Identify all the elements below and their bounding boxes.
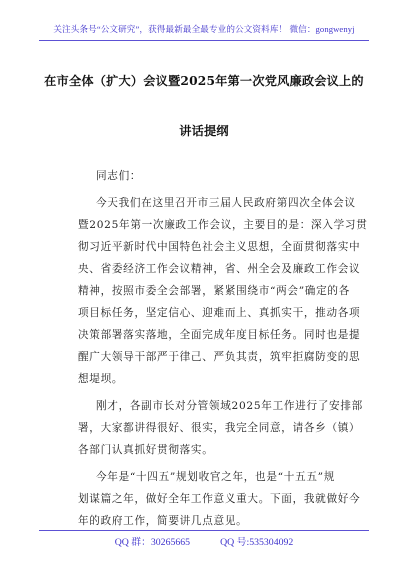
body-line: 刚才，各副市长对分管领域2025年工作进行了安排部 [96, 400, 363, 412]
body-line: 醒广大领导干部严于律己、严负其责，筑牢拒腐防变的思 [78, 351, 361, 363]
footer-qq-number: QQ 号:535304092 [220, 537, 294, 548]
body-line: 划谋篇之年，做好全年工作意义重大。下面，我就做好今 [78, 493, 361, 505]
body-line: 决策部署落实落地，全面完成年度目标任务。同时也是提 [78, 329, 361, 341]
body-line: 彻习近平新时代中国特色社会主义思想，全面贯彻落实中 [78, 241, 361, 253]
body-line: 项目标任务，坚定信心、迎难而上、真抓实干，推动各项 [78, 307, 361, 319]
body-line: 署，大家都讲得很好、很实，我完全同意，请各乡（镇） [78, 422, 361, 434]
header-banner: 关注头条号“公文研究”，获得最新最全最专业的公文资料库！ 微信：gongwenyj [53, 24, 355, 34]
header-divider [39, 40, 369, 41]
footer-contact [0, 534, 408, 548]
body-line: 央、省委经济工作会议精神，省、州全会及廉政工作会议 [78, 263, 361, 275]
footer-divider [39, 530, 369, 531]
document-title: 在市全体（扩大）会议暨2025年第一次党风廉政会议上的 [44, 74, 364, 88]
body-line: 年的政府工作，简要讲几点意见。 [78, 515, 248, 527]
body-line: 想堤坝。 [78, 373, 124, 385]
body-line: 暨2025年第一次廉政工作会议，主要目的是：深入学习贯 [78, 219, 368, 231]
salutation: 同志们： [96, 170, 142, 182]
document-subtitle: 讲话提纲 [179, 124, 229, 138]
body-line: 今天我们在这里召开市三届人民政府第四次全体会议 [96, 197, 356, 209]
body-line: 今年是“十四五”规划收官之年，也是“十五五”规 [96, 471, 336, 483]
body-line: 精神，按照市委全会部署，紧紧围绕市“两会”确定的各 [78, 285, 350, 297]
footer-qq-group: QQ 群：30265665 [114, 537, 191, 548]
body-line: 各部门认真抓好贯彻落实。 [78, 444, 214, 456]
